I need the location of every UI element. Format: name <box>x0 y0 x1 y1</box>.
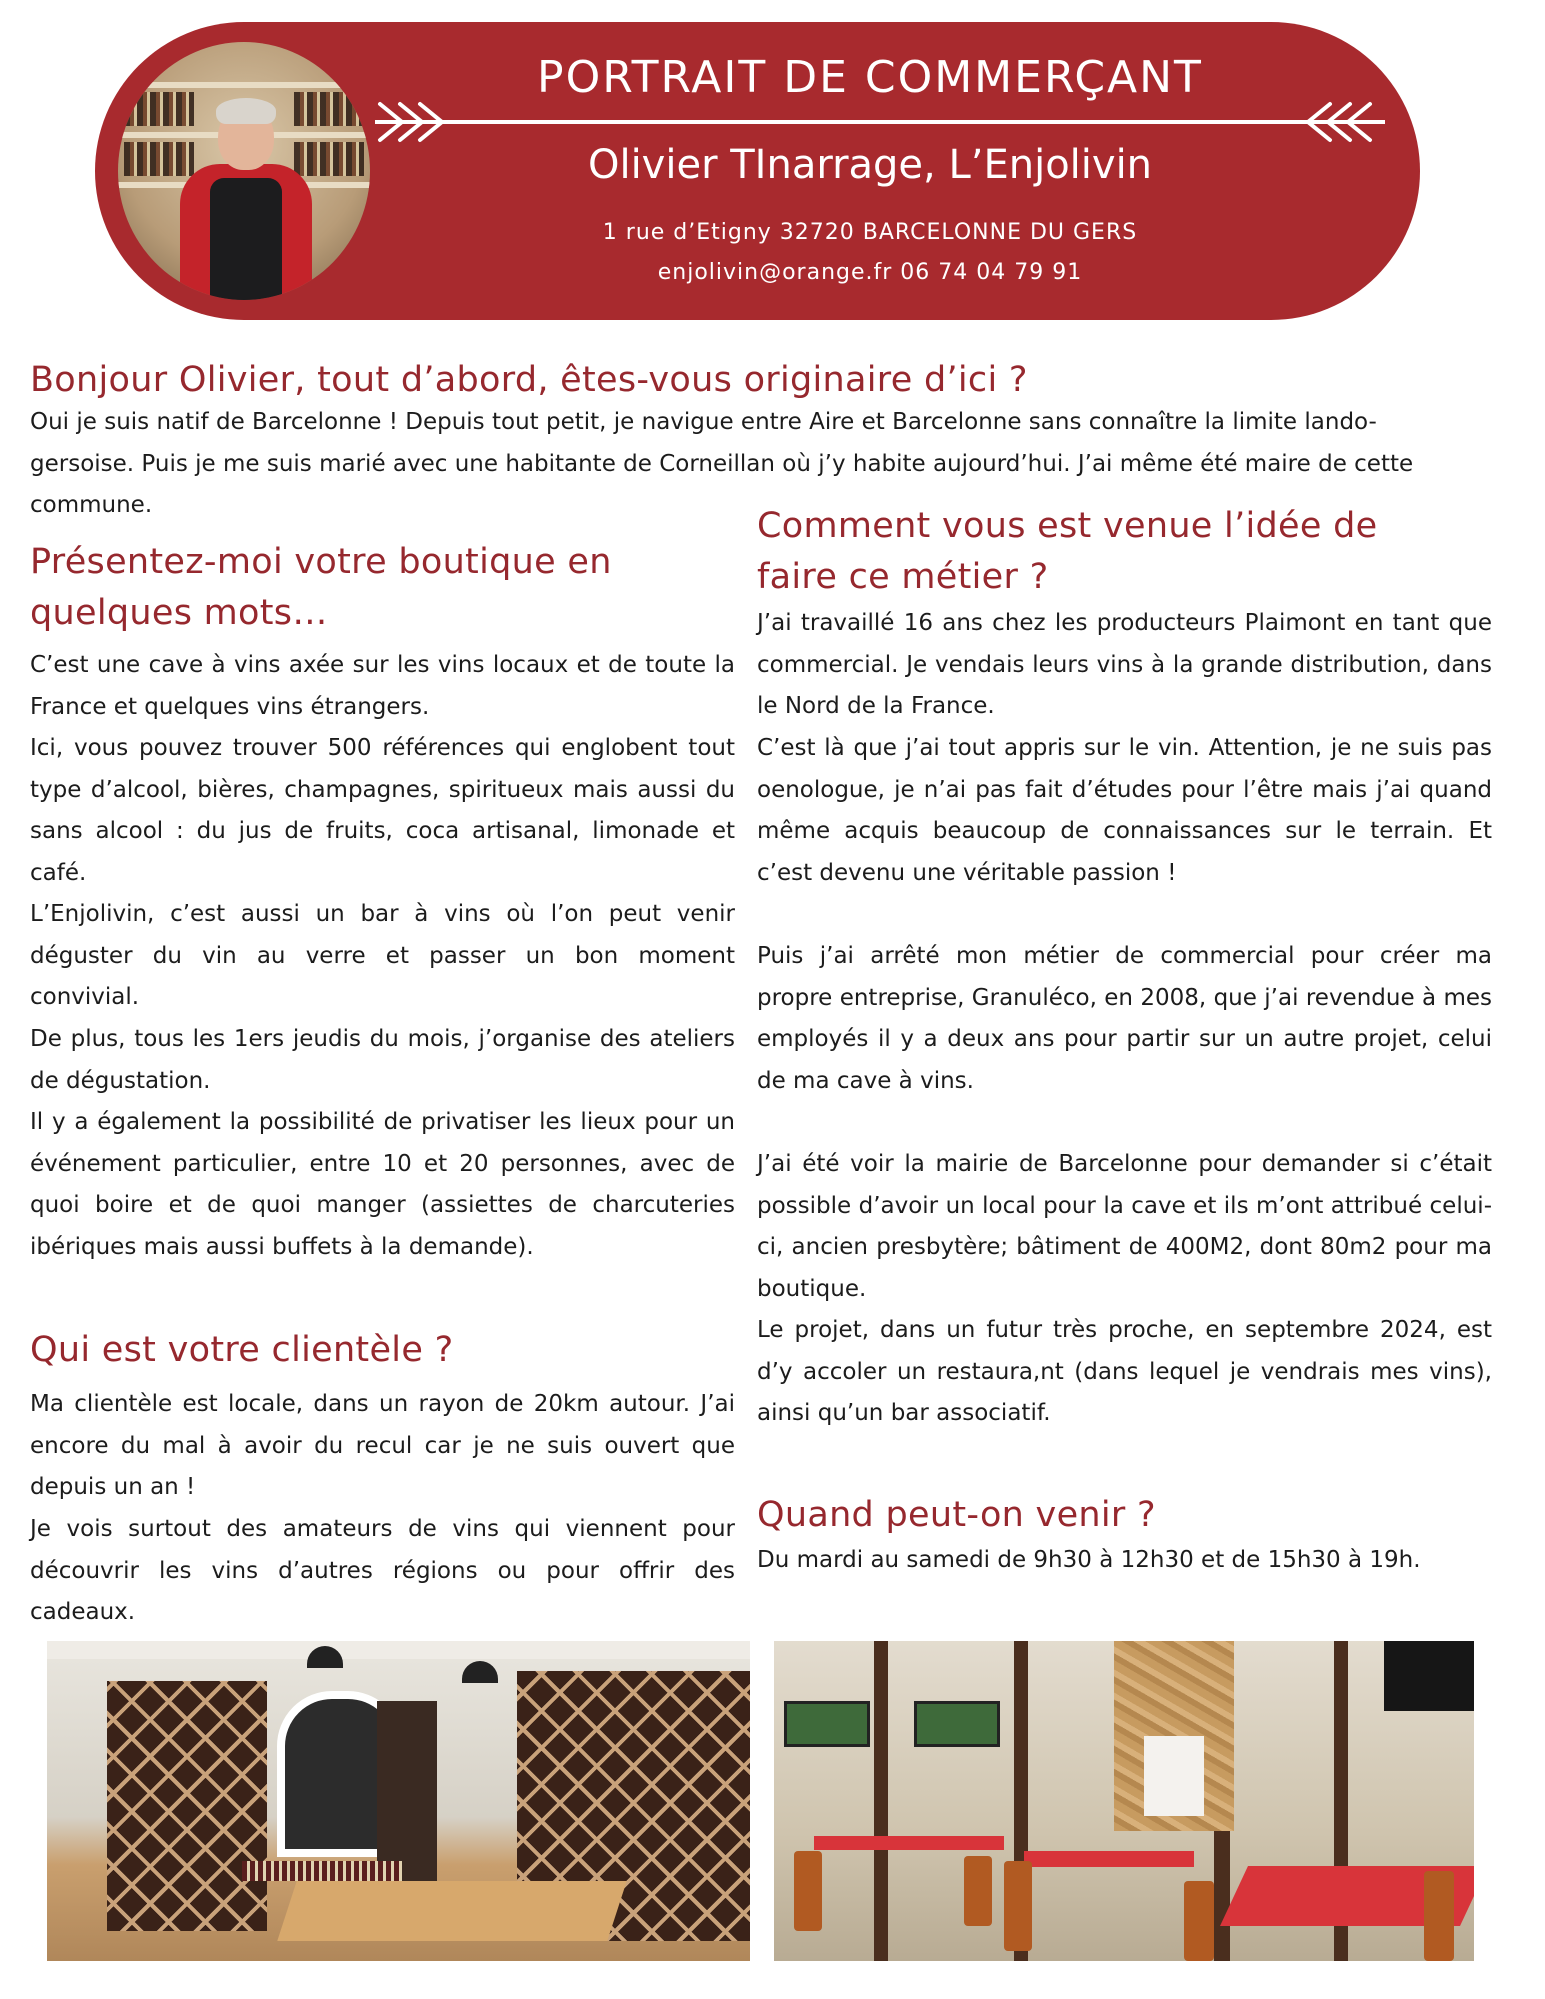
page-title: PORTRAIT DE COMMERÇANT <box>537 52 1203 103</box>
answer-clients-p1: Ma clientèle est locale, dans un rayon de 20km autour. J’ai encore du mal à avoir du recul car je ne suis ouvert que depuis un an ! <box>30 1391 735 1501</box>
answer-career-p2: C’est là que j’ai tout appris sur le vin. Attention, je ne suis pas oenologue, je n’ai pas fait d’études pour l’être mais j’ai quand même acquis beaucoup de connaissances sur le terrain. Et c’est devenu une véritable passion ! <box>757 735 1492 886</box>
shop-interior-photo <box>47 1641 750 1961</box>
answer-career-p4: J’ai été voir la mairie de Barcelonne pour demander si c’était possible d’avoir un local pour la cave et ils m’ont attribué celui-ci, ancien presbytère; bâtiment de 400M2, dont 80m2 pour ma boutique. <box>757 1151 1492 1302</box>
shop-contact: enjolivin@orange.fr 06 74 04 79 91 <box>657 260 1083 285</box>
answer-career-p5: Le projet, dans un futur très proche, en septembre 2024, est d’y accoler un restaura,nt (dans lequel je vendrais mes vins), ainsi qu’un bar associatif. <box>757 1317 1492 1427</box>
question-shop: Présentez-moi votre boutique en quelques mots… <box>30 542 612 633</box>
question-career: Comment vous est venue l’idée de faire ce métier ? <box>757 506 1378 597</box>
arrow-left-icon <box>370 100 460 144</box>
answer-hours: Du mardi au samedi de 9h30 à 12h30 et de 15h30 à 19h. <box>757 1547 1421 1573</box>
arrow-divider <box>375 120 1385 124</box>
answer-shop-p3: L’Enjolivin, c’est aussi un bar à vins où l’on peut venir déguster du vin au verre et passer un bon moment convivial. <box>30 901 735 1011</box>
merchant-portrait-photo <box>118 42 370 300</box>
answer-shop-p5: Il y a également la possibilité de privatiser les lieux pour un événement particulier, entre 10 et 20 personnes, avec de quoi boire et de quoi manger (assiettes de charcuteries ibériques mais aussi buffets à la demande). <box>30 1109 735 1260</box>
arrow-right-icon <box>1290 100 1380 144</box>
answer-shop-p2: Ici, vous pouvez trouver 500 références qui englobent tout type d’alcool, bières, champagnes, spiritueux mais aussi du sans alcool : du jus de fruits, coca artisanal, limonade et café. <box>30 735 735 886</box>
question-clients: Qui est votre clientèle ? <box>30 1330 454 1370</box>
answer-clients-p2: Je vois surtout des amateurs de vins qui viennent pour découvrir les vins d’autres régions ou pour offrir des cadeaux. <box>30 1516 735 1626</box>
dining-room-photo <box>774 1641 1474 1961</box>
answer-origin: Oui je suis natif de Barcelonne ! Depuis tout petit, je navigue entre Aire et Barcelonne sans connaître la limite lando-gersoise. Puis je me suis marié avec une habitante de Corneillan où j’y habite aujourd’hui. J’ai même été maire de cette commune. <box>30 409 1414 519</box>
answer-shop-p1: C’est une cave à vins axée sur les vins locaux et de toute la France et quelques vins étrangers. <box>30 652 735 720</box>
answer-career-p1: J’ai travaillé 16 ans chez les producteurs Plaimont en tant que commercial. Je vendais leurs vins à la grande distribution, dans le Nord de la France. <box>757 610 1492 720</box>
shop-address: 1 rue d’Etigny 32720 BARCELONNE DU GERS <box>602 220 1138 245</box>
answer-shop-p4: De plus, tous les 1ers jeudis du mois, j’organise des ateliers de dégustation. <box>30 1026 735 1094</box>
answer-career-p3: Puis j’ai arrêté mon métier de commercial pour créer ma propre entreprise, Granuléco, en 2008, que j’ai revendue à mes employés il y a deux ans pour partir sur un autre projet, celui de ma cave à vins. <box>757 943 1492 1094</box>
question-origin: Bonjour Olivier, tout d’abord, êtes-vous originaire d’ici ? <box>30 360 1028 400</box>
merchant-name: Olivier TInarrage, L’Enjolivin <box>587 142 1153 188</box>
question-hours: Quand peut-on venir ? <box>757 1495 1156 1535</box>
